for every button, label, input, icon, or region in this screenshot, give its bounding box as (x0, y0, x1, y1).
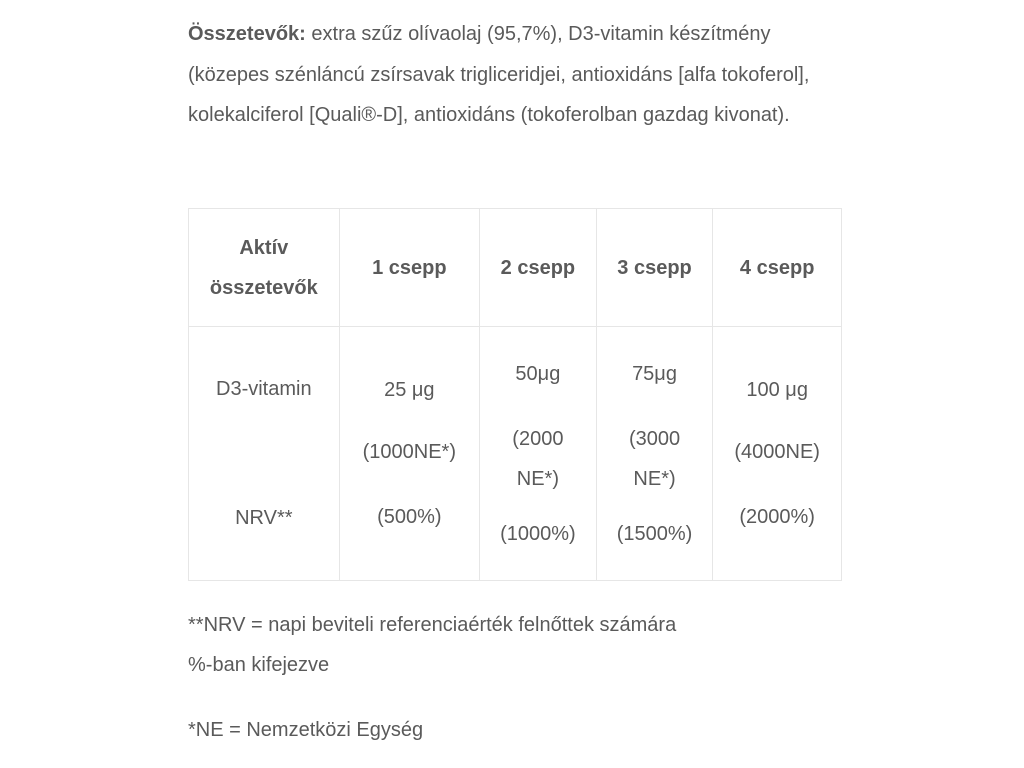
amount-3-drops: 75μg (632, 362, 677, 385)
amount-4-drops: 100 μg (746, 379, 808, 401)
row-labels-cell (189, 327, 340, 581)
nrv-1-drop: (500%) (377, 506, 442, 528)
nutrition-table (188, 208, 842, 581)
row-label-d3: D3-vitamin (216, 378, 312, 400)
ne-2-drops: (2000 NE*) (512, 427, 564, 490)
header-3-drops: 3 csepp (596, 209, 713, 327)
ingredients-text: extra szűz olívaolaj (95,7%), D3-vitamin készítmény (közepes szénláncú zsírsavak trigliceridjei, antioxidáns [alfa tokoferol], kolekalciferol [Quali®-D], antioxidáns (tokoferolban gazdag kivonat). (188, 23, 810, 126)
row-label-nrv: NRV** (235, 507, 293, 529)
header-active-ingredients: Aktív összetevők (189, 209, 340, 327)
header-1-drop: 1 csepp (339, 209, 479, 327)
ne-4-drops: (4000NE) (734, 441, 820, 463)
product-info (188, 0, 842, 741)
cell-1-drop (339, 327, 479, 581)
header-2-drops: 2 csepp (480, 209, 597, 327)
nrv-footnote: **NRV = napi beviteli referenciaérték felnőttek számára %-ban kifejezve (188, 614, 677, 676)
ingredients-paragraph (188, 14, 828, 136)
amount-1-drop: 25 μg (384, 379, 435, 401)
ne-3-drops: (3000 NE*) (628, 427, 681, 490)
cell-4-drops (713, 327, 842, 581)
nrv-4-drops: (2000%) (739, 506, 815, 528)
ingredients-label: Összetevők: (188, 23, 306, 45)
amount-2-drops: 50μg (515, 362, 561, 385)
nrv-2-drops: (1000%) (500, 522, 576, 545)
cell-2-drops (480, 327, 597, 581)
ne-footnote: *NE = Nemzetközi Egység (188, 719, 424, 741)
ne-1-drop: (1000NE*) (362, 441, 457, 463)
cell-3-drops (596, 327, 713, 581)
nrv-3-drops: (1500%) (616, 522, 693, 545)
header-4-drops: 4 csepp (713, 209, 842, 327)
table-row (189, 327, 842, 581)
table-header-row (189, 209, 842, 327)
